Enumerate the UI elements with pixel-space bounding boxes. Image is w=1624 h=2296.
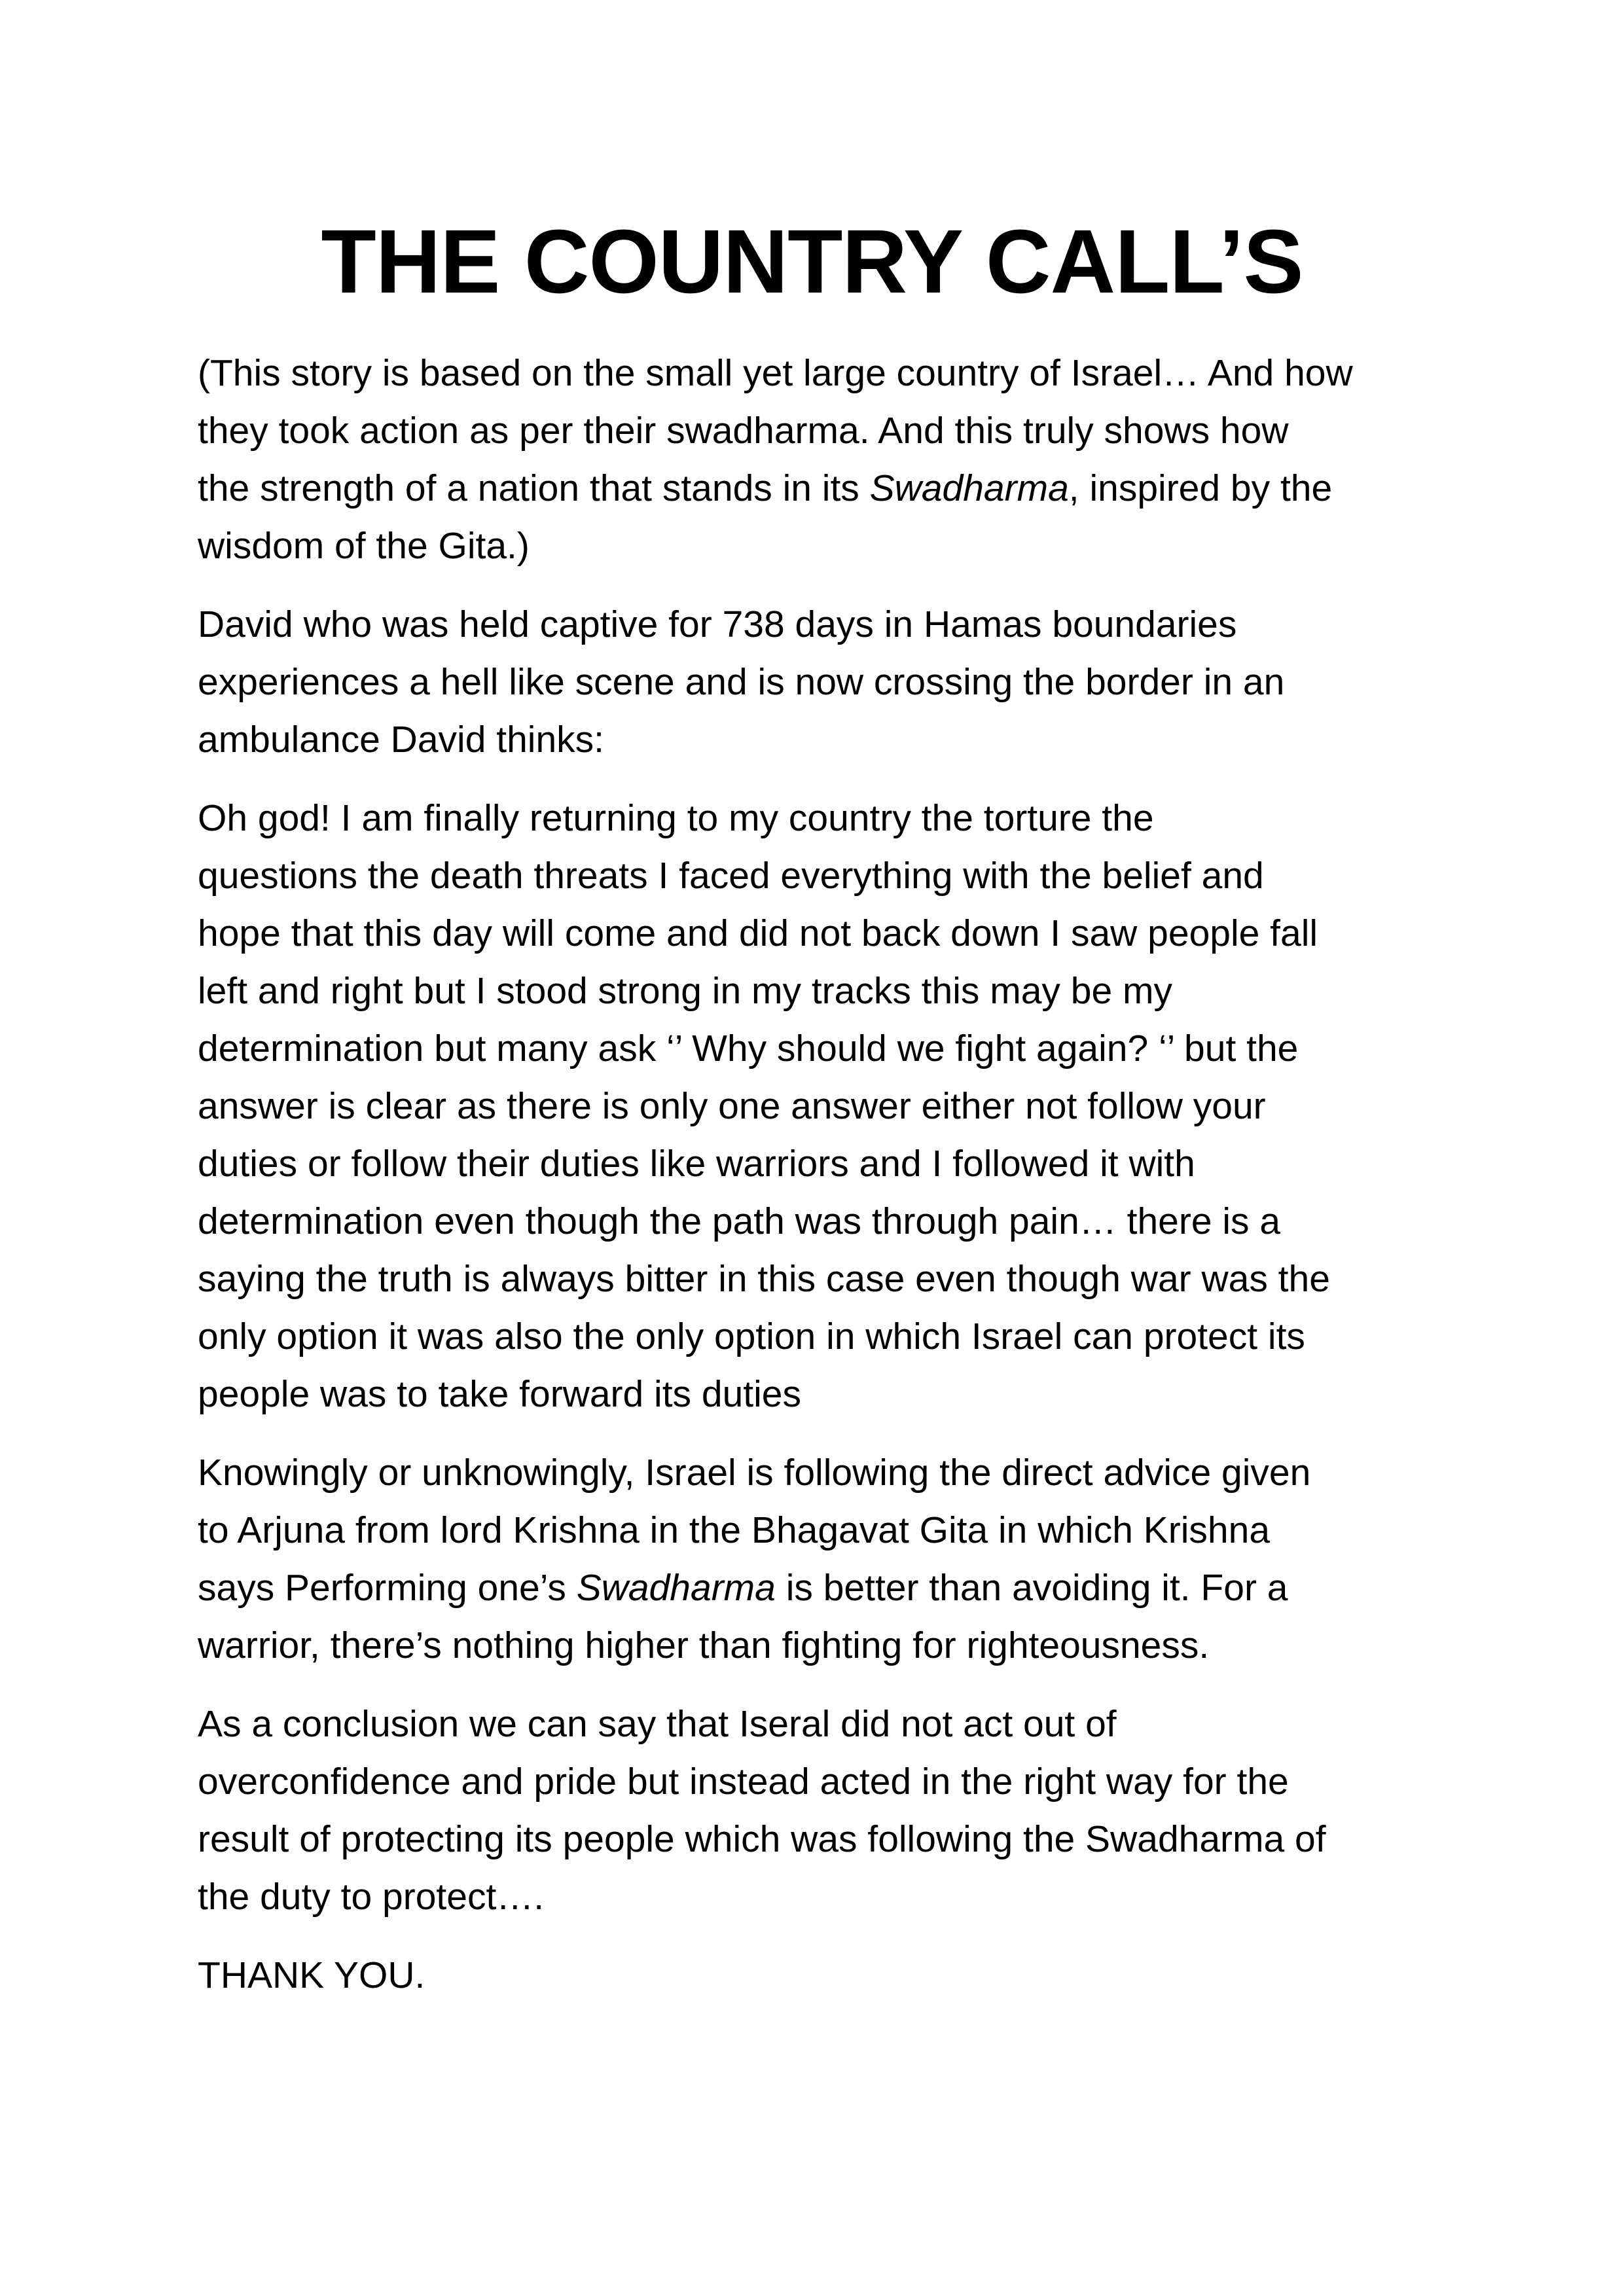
text-segment: Knowingly or unknowingly, Israel is following the direct advice given bbox=[198, 1452, 1311, 1494]
text-line bbox=[198, 1617, 1441, 1674]
text-segment: questions the death threats I faced everything with the belief and bbox=[198, 855, 1264, 897]
text-line bbox=[198, 1308, 1441, 1365]
text-line bbox=[198, 1077, 1441, 1135]
text-segment: THANK YOU. bbox=[198, 1954, 425, 1996]
text-line bbox=[198, 653, 1441, 711]
italic-term: Swadharma bbox=[869, 467, 1069, 509]
text-segment: people was to take forward its duties bbox=[198, 1373, 801, 1415]
text-line bbox=[198, 962, 1441, 1020]
text-segment: overconfidence and pride but instead acted in the right way for the bbox=[198, 1761, 1289, 1803]
paragraph bbox=[198, 1695, 1441, 1926]
text-segment: Oh god! I am finally returning to my country the torture the bbox=[198, 797, 1154, 839]
text-line bbox=[198, 847, 1441, 905]
text-line bbox=[198, 1365, 1441, 1423]
text-segment: warrior, there’s nothing higher than fighting for righteousness. bbox=[198, 1624, 1210, 1666]
text-segment: only option it was also the only option in which Israel can protect its bbox=[198, 1316, 1305, 1357]
text-line bbox=[198, 905, 1441, 962]
text-line bbox=[198, 1810, 1441, 1868]
paragraph bbox=[198, 789, 1441, 1423]
text-line bbox=[198, 1868, 1441, 1926]
document-title: THE COUNTRY CALL’S bbox=[321, 211, 1303, 312]
text-segment: (This story is based on the small yet large country of Israel… And how bbox=[198, 352, 1353, 394]
text-segment: ambulance David thinks: bbox=[198, 719, 604, 761]
text-segment: result of protecting its people which was following the Swadharma of bbox=[198, 1818, 1326, 1860]
text-segment: duties or follow their duties like warriors and I followed it with bbox=[198, 1143, 1195, 1185]
text-line bbox=[198, 344, 1441, 402]
text-segment: is better than avoiding it. For a bbox=[775, 1567, 1288, 1609]
text-segment: determination even though the path was through pain… there is a bbox=[198, 1200, 1281, 1242]
text-line bbox=[198, 1193, 1441, 1250]
paragraph bbox=[198, 596, 1441, 768]
text-segment: says Performing one’s bbox=[198, 1567, 577, 1609]
text-line bbox=[198, 1695, 1441, 1753]
paragraph bbox=[198, 344, 1441, 575]
text-line bbox=[198, 517, 1441, 575]
text-segment: the strength of a nation that stands in its bbox=[198, 467, 870, 509]
text-segment: hope that this day will come and did not back down I saw people fall bbox=[198, 912, 1318, 954]
text-segment: wisdom of the Gita.) bbox=[198, 525, 530, 567]
text-line bbox=[198, 711, 1441, 768]
text-segment: David who was held captive for 738 days in Hamas boundaries bbox=[198, 603, 1237, 645]
text-line bbox=[198, 596, 1441, 653]
italic-term: Swadharma bbox=[576, 1567, 776, 1609]
document-body bbox=[198, 344, 1441, 2025]
text-line bbox=[198, 1501, 1441, 1559]
text-line bbox=[198, 1444, 1441, 1501]
text-segment: left and right but I stood strong in my tracks this may be my bbox=[198, 970, 1172, 1012]
text-line bbox=[198, 1946, 1441, 2004]
text-line bbox=[198, 1135, 1441, 1193]
text-line bbox=[198, 789, 1441, 847]
paragraph bbox=[198, 1444, 1441, 1674]
text-line bbox=[198, 459, 1441, 517]
text-segment: , inspired by the bbox=[1068, 467, 1333, 509]
text-line bbox=[198, 402, 1441, 459]
text-line bbox=[198, 1250, 1441, 1308]
text-line bbox=[198, 1753, 1441, 1810]
text-segment: experiences a hell like scene and is now crossing the border in an bbox=[198, 661, 1285, 703]
text-line bbox=[198, 1559, 1441, 1617]
paragraph bbox=[198, 1946, 1441, 2004]
text-segment: determination but many ask ‘’ Why should we fight again? ‘’ but the bbox=[198, 1028, 1299, 1069]
text-segment: answer is clear as there is only one answer either not follow your bbox=[198, 1085, 1266, 1127]
text-line bbox=[198, 1020, 1441, 1077]
text-segment: As a conclusion we can say that Iseral did not act out of bbox=[198, 1703, 1117, 1745]
text-segment: the duty to protect…. bbox=[198, 1876, 545, 1918]
text-segment: saying the truth is always bitter in this case even though war was the bbox=[198, 1258, 1330, 1300]
text-segment: they took action as per their swadharma. And this truly shows how bbox=[198, 410, 1289, 452]
text-segment: to Arjuna from lord Krishna in the Bhagavat Gita in which Krishna bbox=[198, 1509, 1271, 1551]
